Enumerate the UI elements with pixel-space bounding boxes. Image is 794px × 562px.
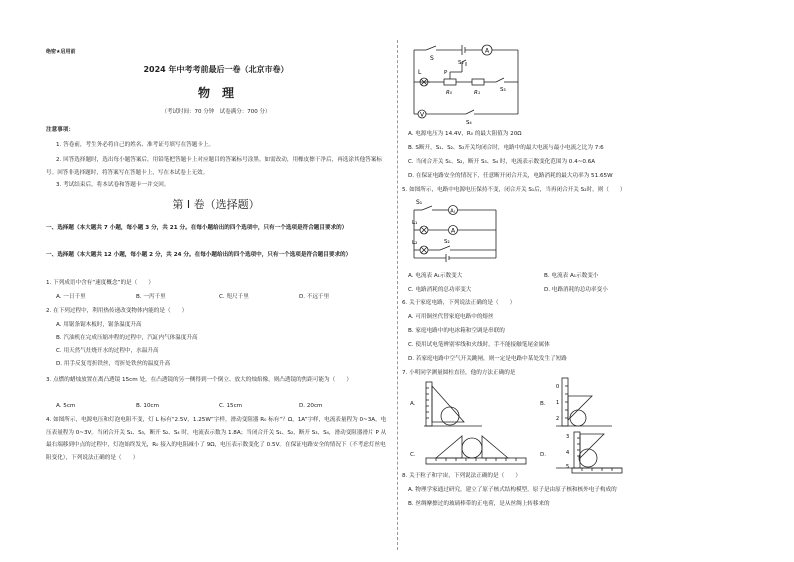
- q6-stem: 6. 关于家庭电路，下列说法正确的是（ ）: [402, 300, 516, 306]
- note-3: 3. 考试结束后，将本试卷和答题卡一并交回。: [56, 182, 170, 188]
- lamp-l2-label: L₂: [412, 240, 418, 246]
- voltmeter-label: V: [419, 111, 425, 119]
- q7-label-b[interactable]: B.: [540, 401, 546, 407]
- q3-stem: 3. 点燃的蜡烛放置在离凸透镜 15cm 处，在凸透镜的另一侧得到一个倒立、放大的烛焰像，则凸透镜的焦距可能为（ ）: [46, 377, 353, 383]
- q2-option-c[interactable]: C. 用天然气灶烧开水的过程中，水温升高: [56, 348, 159, 354]
- q4-option-c[interactable]: C. 当闭合开关 S₁、S₂，断开 S₃、S₄ 时，电流表示数变化范围为 0.4~0.6A: [408, 159, 596, 165]
- slider-p-label: P: [444, 70, 448, 76]
- ruler-d-tick-3: 3: [566, 434, 570, 440]
- q1-option-a[interactable]: A. 一日千里: [56, 294, 86, 300]
- q4-option-a[interactable]: A. 电源电压为 14.4V，R₀ 的最大阻值为 20Ω: [408, 131, 522, 137]
- q5-stem: 5. 如图所示，电路中电源电压保持不变，闭合开关 S₁后，当再闭合开关 S₂时，则（ ）: [402, 187, 626, 193]
- q7-figure-b: [552, 374, 642, 432]
- q3-option-c[interactable]: C. 15cm: [219, 403, 243, 409]
- q4-option-b[interactable]: B. S断开，S₁、S₂、S₃开关均闭合时，电路中的最大电流与最小电流之比为 7:6: [408, 145, 604, 151]
- q5-option-a[interactable]: A. 电流表 A₁示数变大: [408, 273, 463, 279]
- switch-s4-label: S₄: [466, 120, 472, 126]
- lamp-l1-label: L₁: [412, 220, 418, 226]
- q1-option-d[interactable]: D. 不远千里: [299, 294, 330, 300]
- switch-s-label: S: [430, 55, 434, 62]
- q7-figure-a: [422, 378, 512, 430]
- q3-option-b[interactable]: B. 10cm: [136, 403, 160, 409]
- switch-s2-label-q5: S₂: [444, 239, 450, 245]
- q7-stem: 7. 小明同学测量圆柱直径，他的方法正确的是: [402, 370, 516, 376]
- section-title: 第 I 卷（选择题）: [172, 198, 260, 211]
- switch-s2-label: S₂: [458, 60, 464, 66]
- part1-heading: 一、选择题（本大题共 7 小题，每小题 3 分，共 21 分。在每小题给出的四个选项中，只有一个选项是符合题目要求的）: [46, 225, 348, 231]
- q8-option-b[interactable]: B. 丝绸摩擦过的玻璃棒带的正电荷，是从丝绸上转移来的: [408, 501, 550, 507]
- q6-option-d[interactable]: D. 若家庭电路中空气开关跳闸，则一定是电路中某处发生了短路: [408, 356, 567, 362]
- ruler-b-tick-2: 2: [556, 416, 560, 422]
- q8-stem: 8. 关于粒子和宇宙，下列说法正确的是（ ）: [402, 473, 521, 479]
- switch-s1-label: S₁: [416, 199, 423, 206]
- q5-option-b[interactable]: B. 电流表 A₁示数变小: [544, 273, 599, 279]
- ammeter-label: A: [484, 47, 490, 55]
- ammeter-a1-label: A₁: [450, 208, 456, 215]
- q6-option-a[interactable]: A. 可用铜丝代替家庭电路中的熔丝: [408, 314, 494, 320]
- q7-figure-c: [422, 432, 532, 472]
- ruler-b-tick-0: 0: [556, 384, 560, 390]
- note-1: 1. 答卷前，考生务必将自己的姓名、准考证号填写在答题卡上。: [56, 142, 215, 148]
- q2-stem: 2. 在下列过程中，利用热传递改变物体内能的是（ ）: [46, 308, 188, 314]
- q2-option-b[interactable]: B. 汽油机在完成压缩冲程的过程中，汽缸内气体温度升高: [56, 335, 198, 341]
- q6-option-c[interactable]: C. 使用试电笔辨别零线和火线时，手不能接触笔尾金属体: [408, 342, 550, 348]
- ruler-b-tick-1: 1: [556, 400, 560, 406]
- left-column: [0, 0, 396, 562]
- switch-s3-label: S₃: [500, 87, 506, 93]
- q1-option-b[interactable]: B. 一泻千里: [136, 294, 166, 300]
- q5-option-c[interactable]: C. 电路消耗的总功率变大: [408, 287, 472, 293]
- q7-label-d[interactable]: D.: [540, 452, 547, 458]
- part2-heading: 一、选择题（本大题共 12 小题，每小题 2 分，共 24 分。在每小题给出的四个选项中，只有一个选项是符合题目要求的）: [46, 252, 352, 258]
- notes-heading: 注意事项：: [46, 127, 74, 133]
- circuit-diagram-q4: [406, 42, 526, 126]
- ruler-d-tick-4: 4: [566, 450, 570, 456]
- q4-stem: 4. 如图所示，电源电压和灯泡电阻不变，灯 L 标有“2.5V，1.25W”字样，滑动变阻器 R₀ 标有“？Ω，1A”字样，电流表量程为 0~3A，电压表量程为 0~3V。当闭合开关 S₁、S₃，断开 S₂、S₄ 时，电流表示数为 1.8A；当闭合开关 S₁、S₂，断开 S₃、S₄，滑动变阻器滑片 P 从最右端移到中点的过程中，灯泡始终发光，R₀ 接入的电阻减小了 9Ω，电压表示数变化了 0.5V。在保证电路安全的情况下（不考虑灯丝电阻变化），下列说法正确的是（ ）: [46, 417, 387, 461]
- q7-figure-d: [552, 428, 652, 478]
- circuit-diagram-q5: [406, 196, 506, 268]
- exam-title: 2024 年中考考前最后一卷（北京市卷）: [143, 65, 289, 74]
- secret-label: 绝密★启用前: [46, 49, 76, 55]
- q2-option-a[interactable]: A. 用锯条锯木板时，锯条温度升高: [56, 322, 142, 328]
- ammeter-a-label: A: [450, 227, 456, 235]
- right-column: [398, 0, 794, 562]
- lamp-label: L: [418, 69, 422, 76]
- q7-label-a[interactable]: A.: [410, 401, 416, 407]
- subject-title: 物 理: [197, 86, 234, 100]
- q8-option-a[interactable]: A. 物理学家通过研究，建立了原子核式结构模型，原子是由原子核和核外电子构成的: [408, 487, 617, 493]
- q7-label-c[interactable]: C.: [410, 452, 416, 458]
- q3-option-a[interactable]: A. 5cm: [56, 403, 76, 409]
- q3-option-d[interactable]: D. 20cm: [299, 403, 323, 409]
- note-2: 2. 回答选择题时，选出每小题答案后，用铅笔把答题卡上对应题目的答案标号涂黑。如需改动，用橡皮擦干净后，再选涂其他答案标号。回答非选择题时，将答案写在答题卡上，写在本试卷上无效。: [46, 157, 382, 176]
- exam-info: （考试时间：70 分钟 试卷满分：700 分）: [161, 109, 271, 115]
- q1-option-c[interactable]: C. 咫尺千里: [219, 294, 249, 300]
- r1-label: R₁: [474, 90, 481, 96]
- q4-option-d[interactable]: D. 在保证电路安全的情况下，任意断开闭合开关，电路消耗的最大功率为 51.65W: [408, 173, 613, 179]
- q1-stem: 1. 下列成语中含有“速度概念”的是（ ）: [46, 280, 155, 286]
- q2-option-d[interactable]: D. 用手反复弯折铁丝，弯折处铁丝的温度升高: [56, 361, 171, 367]
- q6-option-b[interactable]: B. 家庭电路中的电冰箱和空调是串联的: [408, 328, 505, 334]
- ruler-d-tick-5: 5: [566, 464, 570, 470]
- r0-label: R₀: [446, 90, 453, 96]
- q5-option-d[interactable]: D. 电路消耗的总功率变小: [544, 287, 608, 293]
